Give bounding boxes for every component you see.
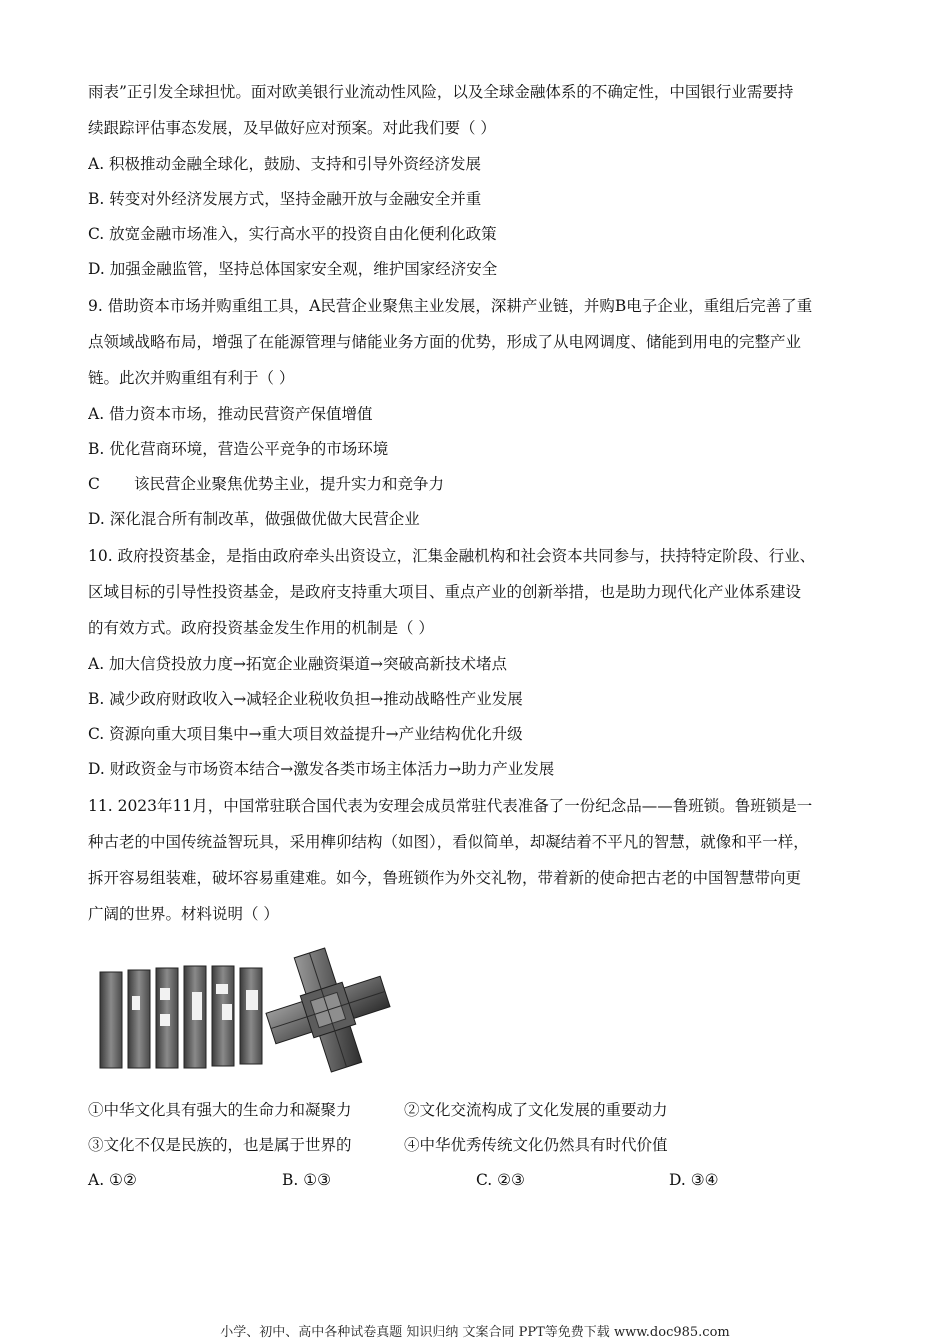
q9-stem-line-1: 9. 借助资本市场并购重组工具，A民营企业聚焦主业发展，深耕产业链，并购B电子企业，重组后完善了重 [88, 297, 813, 315]
q8-option-c[interactable]: C. 放宽金融市场准入，实行高水平的投资自由化便利化政策 [88, 225, 497, 243]
q8-option-b[interactable]: B. 转变对外经济发展方式，坚持金融开放与金融安全并重 [88, 190, 482, 208]
luban-lock-figure [96, 944, 396, 1078]
q10-stem-line-1: 10. 政府投资基金，是指由政府牵头出资设立，汇集金融机构和社会资本共同参与，扶持特定阶段、行业、 [88, 547, 816, 565]
luban-lock-assembled [252, 944, 396, 1074]
q8-option-a[interactable]: A. 积极推动金融全球化，鼓励、支持和引导外资经济发展 [88, 155, 482, 173]
q10-option-a[interactable]: A. 加大信贷投放力度→拓宽企业融资渠道→突破高新技术堵点 [88, 655, 508, 673]
luban-lock-image [96, 944, 396, 1074]
q8-stem-line-2: 续跟踪评估事态发展，及早做好应对预案。对此我们要（ ） [88, 119, 496, 137]
q9-stem-line-2: 点领域战略布局，增强了在能源管理与储能业务方面的优势，形成了从电网调度、储能到用电的完整产业 [88, 333, 802, 351]
q10-stem-line-3: 的有效方式。政府投资基金发生作用的机制是（ ） [88, 619, 434, 637]
q9-option-c-text: 该民营企业聚焦优势主业，提升实力和竞争力 [134, 475, 445, 493]
q9-option-c-letter: C [88, 475, 100, 493]
luban-lock-sticks [100, 966, 262, 1068]
q10-stem-line-2: 区域目标的引导性投资基金，是政府支持重大项目、重点产业的创新举措，也是助力现代化产业体系建设 [88, 583, 802, 601]
footer-banner[interactable]: 小学、初中、高中各种试卷真题 知识归纳 文案合同 PPT等免费下载 www.doc985.com [220, 1325, 730, 1340]
q9-option-a[interactable]: A. 借力资本市场，推动民营资产保值增值 [88, 405, 373, 423]
q10-option-b[interactable]: B. 减少政府财政收入→减轻企业税收负担→推动战略性产业发展 [88, 690, 523, 708]
q9-option-d[interactable]: D. 深化混合所有制改革，做强做优做大民营企业 [88, 510, 420, 528]
q11-statement-1: ①中华文化具有强大的生命力和凝聚力 [88, 1101, 352, 1119]
q8-stem-line-1: 雨表”正引发全球担忧。面对欧美银行业流动性风险，以及全球金融体系的不确定性，中国银行业需要持 [88, 83, 794, 101]
q11-statement-2: ②文化交流构成了文化发展的重要动力 [404, 1101, 668, 1119]
q10-option-d[interactable]: D. 财政资金与市场资本结合→激发各类市场主体活力→助力产业发展 [88, 760, 555, 778]
q11-choice-c[interactable]: C. ②③ [476, 1171, 525, 1189]
q9-option-b[interactable]: B. 优化营商环境，营造公平竞争的市场环境 [88, 440, 389, 458]
q9-option-c[interactable] [88, 474, 878, 494]
q11-choice-a[interactable]: A. ①② [88, 1171, 137, 1189]
q9-stem-line-3: 链。此次并购重组有利于（ ） [88, 369, 295, 387]
q11-stem-line-2: 种古老的中国传统益智玩具，采用榫卯结构（如图），看似简单，却凝结着不平凡的智慧，就像和平一样， [88, 833, 809, 851]
q11-stem-line-4: 广阔的世界。材料说明（ ） [88, 905, 279, 923]
q11-statement-3: ③文化不仅是民族的，也是属于世界的 [88, 1136, 352, 1154]
q10-option-c[interactable]: C. 资源向重大项目集中→重大项目效益提升→产业结构优化升级 [88, 725, 523, 743]
q11-stem-line-3: 拆开容易组装难，破坏容易重建难。如今，鲁班锁作为外交礼物，带着新的使命把古老的中国智慧带向更 [88, 869, 802, 887]
q11-stem-line-1: 11. 2023年11月，中国常驻联合国代表为安理会成员常驻代表准备了一份纪念品——鲁班锁。鲁班锁是一 [88, 797, 813, 815]
q11-statement-4: ④中华优秀传统文化仍然具有时代价值 [404, 1136, 668, 1154]
q8-option-d[interactable]: D. 加强金融监管，坚持总体国家安全观，维护国家经济安全 [88, 260, 498, 278]
q11-choice-b[interactable]: B. ①③ [282, 1171, 332, 1189]
q11-choice-d[interactable]: D. ③④ [669, 1171, 719, 1189]
